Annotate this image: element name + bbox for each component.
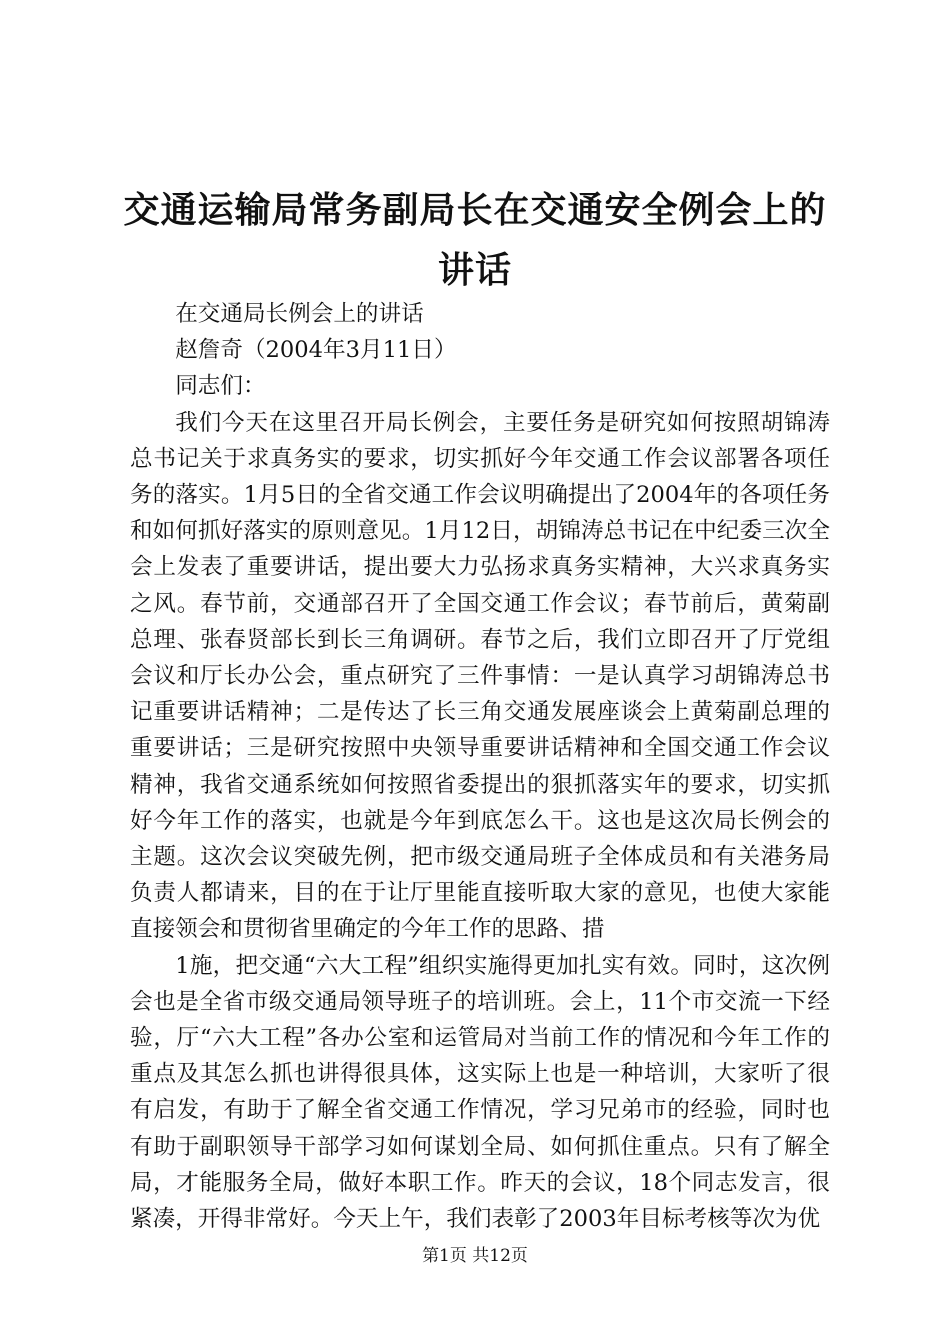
salutation: 同志们： [175, 373, 266, 400]
page-footer: 第1页 共12页 [422, 1246, 528, 1266]
document-body [130, 296, 830, 1237]
speech-subtitle: 在交通局长例会上的讲话 [175, 301, 424, 327]
body-paragraph-2: 1施，把交通“六大工程”组织实施得更加扎实有效。同时，这次例会也是全省市级交通局领导班子的培训班。会上，11个市交流一下经验，厅“六大工程”各办公室和运管局对当前工作的情况和今年工作的重点及其怎么抓也讲得很具体，这实际上也是一种培训，大家听了很有启发，有助于了解全省交通工作情况，学习兄弟市的经验，同时也有助于副职领导干部学习如何谋划全局、如何抓住重点。只有了解全局，才能服务全局，做好本职工作。昨天的会议，18个同志发言，很紧凑，开得非常好。今天上午，我们表彰了2003年目标考核等次为优 [130, 952, 830, 1233]
body-paragraph-1: 我们今天在这里召开局长例会，主要任务是研究如何按照胡锦涛总书记关于求真务实的要求，切实抓好今年交通工作会议部署各项任务的落实。1月5日的全省交通工作会议明确提出了2004年的各项任务和如何抓好落实的原则意见。1月12日，胡锦涛总书记在中纪委三次全会上发表了重要讲话，提出要大力弘扬求真务实精神，大兴求真务实之风。春节前，交通部召开了全国交通工作会议；春节前后，黄菊副总理、张春贤部长到长三角调研。春节之后，我们立即召开了厅党组会议和厅长办公会，重点研究了三件事情：一是认真学习胡锦涛总书记重要讲话精神；二是传达了长三角交通发展座谈会上黄菊副总理的重要讲话；三是研究按照中央领导重要讲话精神和全国交通工作会议精神，我省交通系统如何按照省委提出的狠抓落实年的要求，切实抓好今年工作的落实，也就是今年到底怎么干。这也是这次局长例会的主题。这次会议突破先例，把市级交通局班子全体成员和有关港务局负责人都请来，目的在于让厅里能直接听取大家的意见，也使大家能直接领会和贯彻省里确定的今年工作的思路、措 [130, 409, 830, 943]
author-line: 赵詹奇（2004年3月11日） [175, 337, 457, 364]
document-title: 交通运输局常务副局长在交通安全例会上的讲话 [123, 189, 827, 291]
